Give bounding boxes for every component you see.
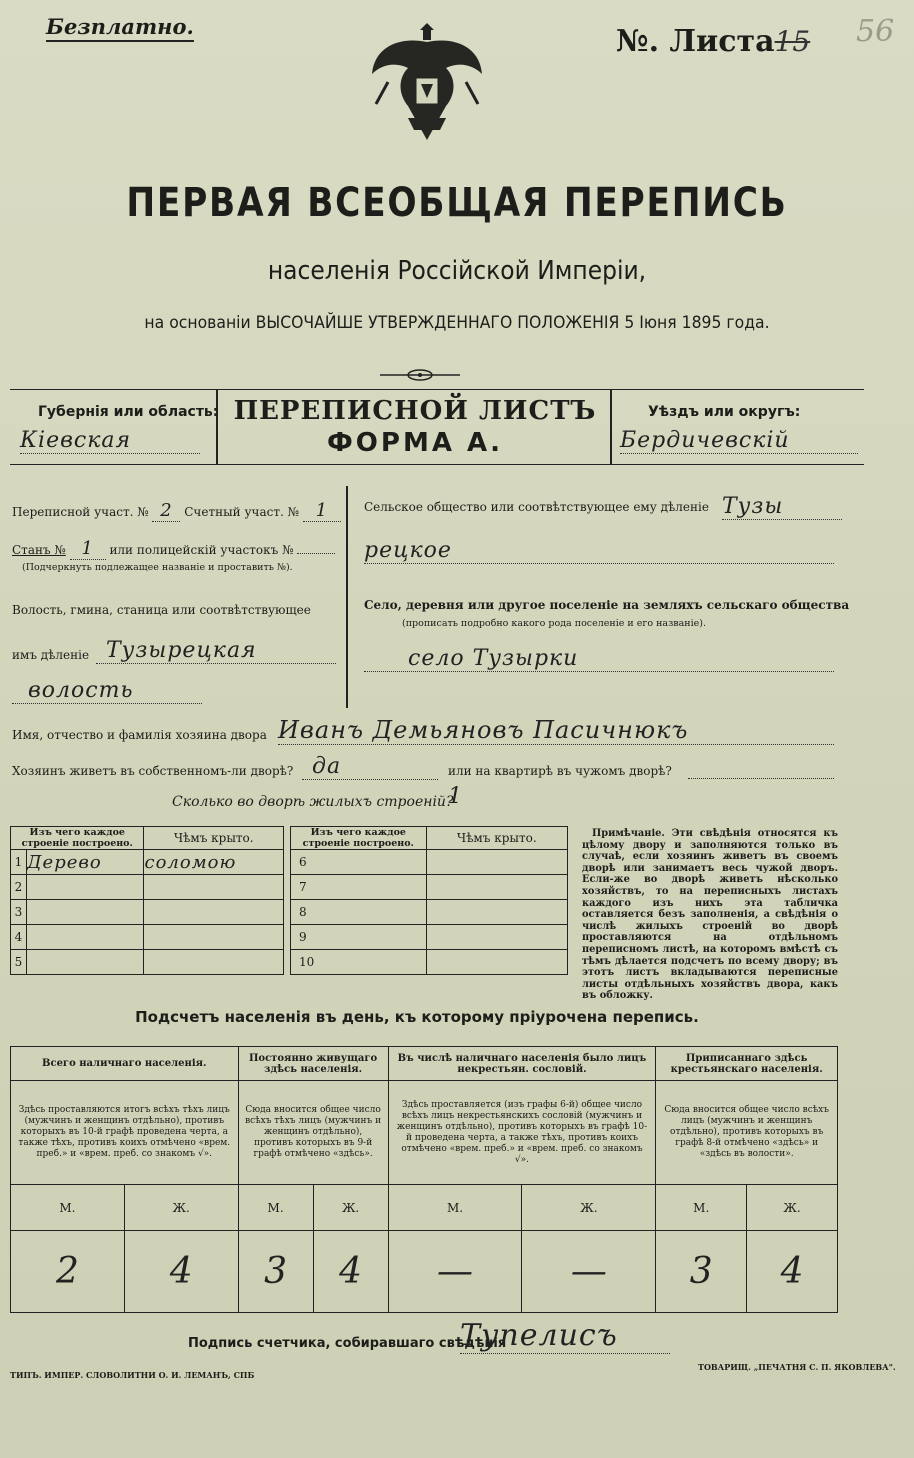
owner-name-value: Иванъ Демьяновъ Пасичнюкъ	[278, 716, 834, 745]
form-subtitle: ФОРМА А.	[327, 428, 503, 458]
gubernia-value: Кіевская	[20, 428, 200, 454]
free-label: Безплатно.	[46, 14, 194, 42]
pencil-page-mark: 56	[856, 14, 895, 49]
building-number: 3	[11, 900, 27, 925]
schetny-label: Счетный участ. №	[184, 505, 299, 519]
building-number: 4	[11, 925, 27, 950]
male-count: 3	[238, 1231, 313, 1313]
owner-name-label: Имя, отчество и фамилія хозяина двора	[12, 728, 267, 742]
male-column-header: М.	[238, 1185, 313, 1231]
printer-right: ТОВАРИЩ. „ПЕЧАТНЯ С. П. ЯКОВЛЕВА".	[698, 1362, 896, 1372]
volost-label: Волость, гмина, станица или соотвѣтствующее	[12, 603, 311, 617]
col-material-header-2: Изъ чего каждое строеніе построено.	[291, 827, 427, 850]
male-column-header: М.	[388, 1185, 522, 1231]
count-group-description: Здѣсь проставляется (изъ графы 6-й) общее число всѣхъ лицъ некрестьянскихъ сословій (мужчинъ и женщинъ отдѣльно), противъ которыхъ въ графѣ 10-й проведена черта, а также тѣхъ, противъ коихъ отмѣчено «врем. преб.» и «врем. преб. со знакомъ √».	[388, 1081, 656, 1185]
signature-value: Тупелисъ	[460, 1318, 670, 1354]
document-title: ПЕРВАЯ ВСЕОБЩАЯ ПЕРЕПИСЬ	[126, 180, 788, 226]
building-material	[26, 925, 144, 950]
uchast-field	[12, 500, 341, 522]
building-roof	[426, 900, 567, 925]
female-count: 4	[124, 1231, 238, 1313]
building-number: 2	[11, 875, 27, 900]
count-group-description: Сюда вносится общее число всѣхъ лицъ (мужчинъ и женщинъ отдѣльно), противъ которыхъ въ графѣ 8-й отмѣчено «здѣсь» и «здѣсь въ волости».	[656, 1081, 838, 1185]
building-roof	[426, 875, 567, 900]
police-label: или полицейскій участокъ №	[109, 543, 294, 557]
col-material-header: Изъ чего каждое строеніе построено.	[11, 827, 144, 850]
building-row	[11, 950, 284, 975]
building-row	[11, 850, 284, 875]
building-roof	[426, 925, 567, 950]
form-title: ПЕРЕПИСНОЙ ЛИСТЪ	[233, 396, 597, 426]
building-row	[291, 925, 568, 950]
building-roof	[426, 950, 567, 975]
building-roof	[144, 950, 284, 975]
building-roof: соломою	[144, 850, 284, 875]
remark-text: Эти свѣдѣнія относятся къ цѣлому двору и заполняются только въ случаѣ, если хозяинъ живетъ въ своемъ дворѣ или занимаетъ весь чужой дворъ. Если-же во дворѣ живетъ нѣсколько хозяйствъ, то на переписныхъ листахъ каждого изъ нихъ эта табличка оставляется безъ заполненія, а свѣдѣнія о числѣ жилыхъ строеній во дворѣ проставляются на отдѣльномъ переписномъ листѣ, на которомъ вмѣстѣ съ тѣмъ дѣлается подсчетъ по всему двору; въ этотъ листъ вкладываются переписные листы отдѣльныхъ хозяйствъ двора, какъ въ обложку.	[582, 828, 838, 1002]
stan-label: Станъ №	[12, 543, 66, 557]
building-roof	[144, 875, 284, 900]
female-column-header: Ж.	[522, 1185, 656, 1231]
building-number: 7	[291, 875, 427, 900]
village-value: село Тузырки	[364, 646, 834, 672]
society-value-2: рецкое	[364, 538, 834, 564]
rent-value-line	[688, 778, 834, 779]
building-row	[291, 950, 568, 975]
volost-value-2: волость	[12, 678, 202, 704]
male-count: 3	[656, 1231, 747, 1313]
building-number: 5	[11, 950, 27, 975]
building-number: 1	[11, 850, 27, 875]
uezd-label: Уѣздъ или округъ:	[648, 404, 801, 420]
count-group-title: Постоянно живущаго здѣсь населенія.	[238, 1047, 388, 1081]
count-group-description: Здѣсь проставляются итогъ всѣхъ тѣхъ лицъ (мужчинъ и женщинъ отдѣльно), противъ которыхъ въ 10-й графѣ проведена черта, а также тѣхъ, противъ коихъ отмѣчено «врем. преб.» и «врем. преб. со знакомъ √».	[11, 1081, 239, 1185]
population-count-table	[10, 1046, 838, 1313]
buildings-table-2	[290, 826, 568, 975]
society-label: Сельское общество или соотвѣтствующее ему дѣленіе	[364, 500, 709, 514]
building-row	[11, 900, 284, 925]
building-row	[11, 875, 284, 900]
document-subtitle: населенія Россійской Имперіи,	[267, 256, 647, 286]
volost-value: Тузырецкая	[96, 638, 336, 664]
building-roof	[144, 925, 284, 950]
building-row	[291, 875, 568, 900]
stan-note: (Подчеркнуть подлежащее названіе и проставить №).	[22, 562, 293, 573]
volost-label-2: имъ дѣленіе	[12, 648, 90, 662]
rent-label: или на квартирѣ въ чужомъ дворѣ?	[448, 764, 672, 778]
col-roof-header-2: Чѣмъ крыто.	[426, 827, 567, 850]
building-material	[26, 950, 144, 975]
village-note: (прописать подробно какого рода поселеніе и его названіе).	[402, 618, 706, 629]
buildings-count-value: 1	[448, 784, 463, 809]
male-count: —	[388, 1231, 522, 1313]
buildings-count-label: Сколько во дворѣ жилыхъ строеній?	[172, 794, 454, 810]
gubernia-label: Губернія или область:	[38, 404, 219, 420]
count-group-title: Приписаннаго здѣсь крестьянскаго населенія.	[656, 1047, 838, 1081]
own-yard-value: да	[302, 754, 438, 780]
male-count: 2	[11, 1231, 125, 1313]
male-column-header: М.	[11, 1185, 125, 1231]
building-roof	[426, 850, 567, 875]
double-headed-eagle-emblem	[368, 22, 486, 150]
buildings-table	[10, 826, 284, 975]
printer-left: ТИПЪ. ИМПЕР. СЛОВОЛИТНИ О. И. ЛЕМАНЪ, СПБ	[10, 1370, 255, 1380]
building-number: 8	[291, 900, 427, 925]
col-roof-header: Чѣмъ крыто.	[144, 827, 284, 850]
count-group-description: Сюда вносится общее число всѣхъ тѣхъ лицъ (мужчинъ и женщинъ отдѣльно), противъ которыхъ въ 9-й графѣ отмѣчено «здѣсь».	[238, 1081, 388, 1185]
count-group-title: Въ числѣ наличнаго населенія было лицъ некрестьян. сословій.	[388, 1047, 656, 1081]
building-row	[291, 850, 568, 875]
male-column-header: М.	[656, 1185, 747, 1231]
building-row	[291, 900, 568, 925]
building-number: 6	[291, 850, 427, 875]
building-material	[26, 875, 144, 900]
sheet-number-value: 15	[774, 25, 811, 58]
stan-value: 1	[70, 538, 106, 560]
village-label: Село, деревня или другое поселеніе на земляхъ сельскаго общества	[364, 598, 850, 612]
society-value: Тузы	[722, 494, 842, 520]
female-count: 4	[747, 1231, 838, 1313]
female-column-header: Ж.	[124, 1185, 238, 1231]
female-count: —	[522, 1231, 656, 1313]
own-yard-label: Хозяинъ живетъ въ собственномъ-ли дворѣ?	[12, 764, 294, 778]
female-column-header: Ж.	[747, 1185, 838, 1231]
building-number: 10	[291, 950, 427, 975]
uchast-value: 2	[152, 500, 180, 522]
sheet-number-label: №. Листа	[616, 24, 775, 59]
remark-title: Примѣчаніе.	[592, 828, 665, 839]
count-group-title: Всего наличнаго населенія.	[11, 1047, 239, 1081]
sheet-number	[616, 24, 810, 59]
female-column-header: Ж.	[313, 1185, 388, 1231]
document-basis: на основаніи ВЫСОЧАЙШЕ УТВЕРЖДЕННАГО ПОЛОЖЕНІЯ 5 Іюня 1895 года.	[144, 313, 770, 333]
ornament-divider	[380, 368, 460, 382]
stan-field	[12, 538, 335, 560]
building-roof	[144, 900, 284, 925]
count-heading: Подсчетъ населенія въ день, къ которому пріурочена перепись.	[135, 1008, 699, 1026]
building-material	[26, 900, 144, 925]
building-number: 9	[291, 925, 427, 950]
female-count: 4	[313, 1231, 388, 1313]
remark	[582, 828, 838, 1002]
building-material: Дерево	[26, 850, 144, 875]
signature-label: Подпись счетчика, собиравшаго свѣдѣнія	[188, 1336, 507, 1351]
uezd-value: Бердичевскій	[620, 428, 858, 454]
schetny-value: 1	[303, 500, 341, 522]
building-row	[11, 925, 284, 950]
uchast-label: Переписной участ. №	[12, 505, 149, 519]
